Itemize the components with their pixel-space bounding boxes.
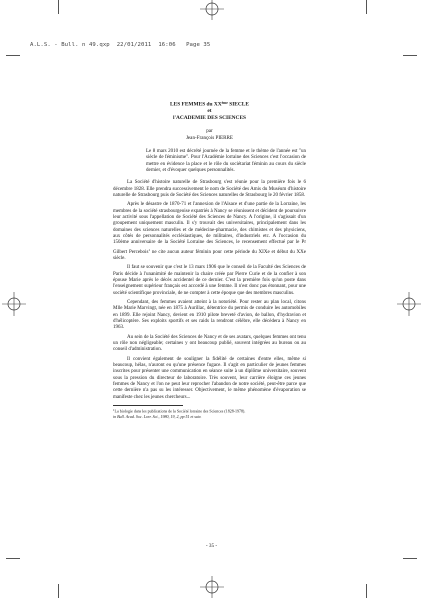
crop-mark — [58, 584, 59, 598]
crop-mark — [403, 55, 417, 56]
crop-mark — [366, 0, 367, 14]
paragraph: La Société d'histoire naturelle de Strasbourg s'est réunie pour la première fois le 6 décembre 1828. Elle prendra successivement le nom de Société des Amis du Muséum d'histoire naturelle de Strasbourg puis de Société des Sciences naturelles de Strasbourg le 20 février 1858. — [113, 180, 306, 199]
crop-mark — [6, 55, 20, 56]
footnote-divider — [113, 405, 183, 406]
footnote-citation: in Bull. Acad. Soc. Lorr. Sci., 1980, 19, 2, pp 51 et suiv. — [113, 413, 202, 419]
registration-target-icon — [2, 292, 26, 316]
registration-target-icon — [200, 576, 224, 598]
title-line-3: l'ACADEMIE DES SCIENCES — [172, 115, 247, 122]
author-name: Jean-François PIERRE — [185, 134, 234, 141]
paragraph: Il faut se souvenir que c'est le 13 mars 1906 que le conseil de la Faculté des Sciences de Paris décide à l'unanimité de maintenir la chaire créée par Pierre Curie et de la confier à son épouse Marie après le décès accidentel de ce dernier. C'est la première fois qu'un poste dans l'enseignement supérieur français est accordé à une femme. Il n'est donc pas étonnant, pour une société scientifique provinciale, de ne compter à cette époque que des membres masculins. — [113, 265, 306, 296]
article-title — [113, 100, 306, 122]
registration-target-icon — [397, 292, 421, 316]
title-line-1: LES FEMMES du XXème SIECLE — [170, 101, 249, 108]
byline — [113, 128, 306, 141]
paragraph: Après le désastre de 1870-71 et l'annexion de l'Alsace et d'une partie de la Lorraine, les membres de la société strasbourgeoise expatriés à Nancy se réunissent et décident de poursuivre leur activité sous l'appellation de Société des Sciences de Nancy. A l'origine, il s'agissait d'un groupement uniquement masculin. Il s'y trouvait des universitaires, principalement dans les domaines des sciences naturelles et de médecine-pharmacie, des chimistes et des physiciens, aux côtés de personnalités ecclésiastiques, de militaires, d'industriels etc. A l'occasion du 150ème anniversaire de la Société Lorraine des Sciences, le recensement effectué par le Pr Gilbert Percebois$^1$ ne cite aucun auteur féminin pour cette période du XIXe et début du XXe siècle. — [113, 202, 306, 261]
title-line-2: et — [207, 108, 212, 115]
registration-target-icon — [200, 0, 224, 20]
paragraph: Au sein de la Société des Sciences de Nancy et de ses avatars, quelques femmes ont tenu un rôle non négligeable; certaines y ont beaucoup publié, souvent intégrées au bureau ou au conseil d'administration. — [113, 334, 306, 353]
slug-time: 16:06 — [158, 42, 176, 48]
paragraph: Cependant, des femmes avaient atteint à la notoriété. Pour rester au plan local, citons Mlle Marie Marvingt, née en 1875 à Aurillac, détentrice du permis de conduire les automobiles en 1899. Elle rejoint Nancy, devient en 1910 pilote breveté d'avion, de ballon, d'hydravion et d'hélicoptère. Ses exploits sportifs et ses raids la rendront célèbre, elle décèdera à Nancy en 1963. — [113, 300, 306, 331]
crop-mark — [366, 584, 367, 598]
slug-date: 22/01/2011 — [116, 42, 152, 48]
crop-mark — [6, 558, 20, 559]
slug-file: A.L.S. - Bull. n 49.qxp — [30, 42, 110, 48]
paragraph: Il convient également de souligner la fidélité de certaines d'entre elles, même si beaucoup, hélas, n'auront eu qu'une présence fugace. Il s'agit en particulier de jeunes femmes inscrites pour présenter une communication en séance suite à un diplôme universitaire, souvent sous la pression du directeur de laboratoire. Très souvent, leur carrière éloigne ces jeunes femmes de Nancy et l'on ne peut leur reprocher l'abandon de notre société, peut-être parce que cette dernière n'a pas su les intéresser. Objectivement, le même phénomène d'évaporation se manifeste chez les jeunes chercheurs... — [113, 356, 306, 400]
crop-mark — [403, 558, 417, 559]
page-number: - 35 - — [205, 543, 218, 549]
footnote: $^1$La biologie dans les publications de la Société lorraine des Sciences (1828-1978). in Bull. Acad. Soc. Lorr. Sci., 1980, 19, 2, pp 51 et suiv. — [113, 408, 306, 418]
footnote-ref: 1 — [148, 247, 151, 252]
abstract: Le 8 mars 2010 est décrété journée de la femme et le thème de l'année est "un siècle de féminisme". Pour l'Académie lorraine des Sciences c'est l'occasion de mettre en évidence la place et le rôle du sociétariat féminin au cours du siècle dernier, et d'évoquer quelques personnalités. — [146, 149, 306, 174]
slug-page: Page 35 — [186, 42, 211, 48]
print-slug — [30, 42, 210, 48]
byline-par: par — [206, 127, 213, 134]
article — [113, 100, 306, 419]
footnote-number: 1 — [113, 408, 115, 413]
crop-mark — [58, 0, 59, 14]
